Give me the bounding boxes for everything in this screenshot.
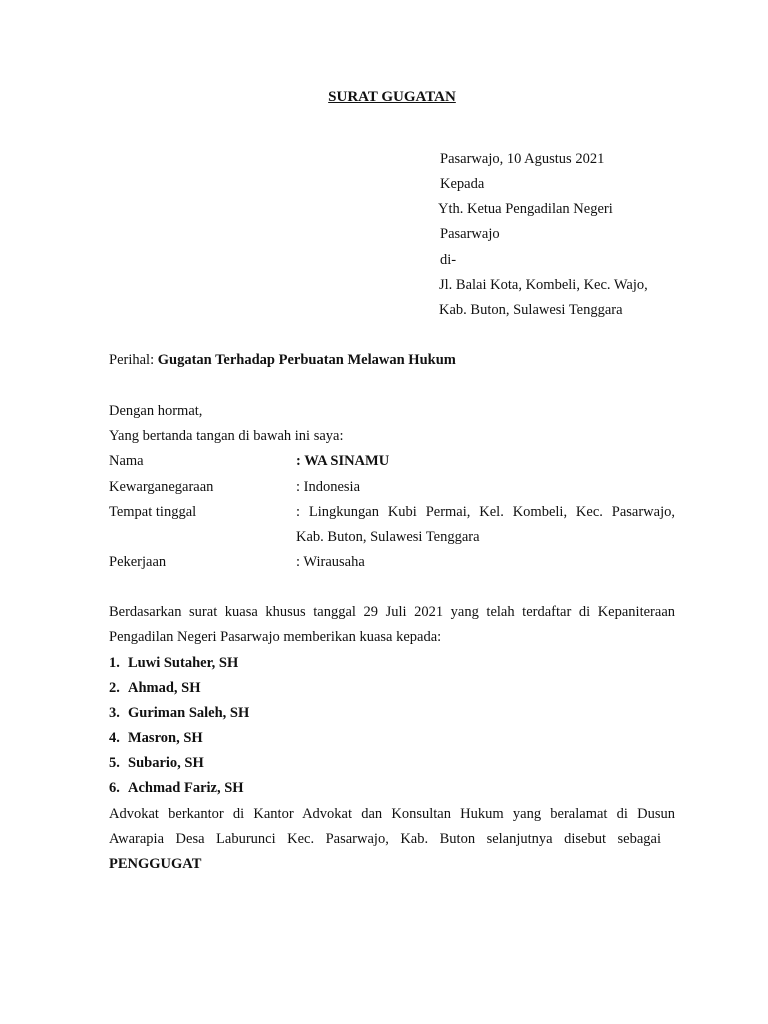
list-item xyxy=(109,679,201,697)
list-number: 6. xyxy=(109,780,120,796)
recipient-city: Pasarwajo xyxy=(440,226,500,242)
residence-label: Tempat tinggal xyxy=(109,504,197,520)
job-label: Pekerjaan xyxy=(109,554,167,570)
subject-label: Perihal: xyxy=(109,352,155,368)
recipient: Yth. Ketua Pengadilan Negeri xyxy=(438,201,613,217)
list-item xyxy=(109,704,249,722)
list-item xyxy=(109,779,244,797)
lawyer-name: Ahmad, SH xyxy=(128,680,201,696)
lawyer-name: Achmad Fariz, SH xyxy=(128,780,244,796)
job-value: : Wirausaha xyxy=(296,554,365,570)
citizenship-label: Kewarganegaraan xyxy=(109,479,214,495)
list-item xyxy=(109,654,238,672)
subject-line xyxy=(109,351,456,369)
lawyer-name: Subario, SH xyxy=(128,755,204,771)
lawyer-name: Luwi Sutaher, SH xyxy=(128,655,239,671)
mandate-line1: Berdasarkan surat kuasa khusus tanggal 29 Juli 2021 yang telah terdaftar di Kepaniteraan xyxy=(109,604,675,620)
intro-text: Yang bertanda tangan di bawah ini saya: xyxy=(109,428,344,444)
residence-value-line2: Kab. Buton, Sulawesi Tenggara xyxy=(296,529,480,545)
list-item xyxy=(109,754,204,772)
recipient-street: Jl. Balai Kota, Kombeli, Kec. Wajo, xyxy=(439,277,648,293)
name-value: : WA SINAMU xyxy=(296,453,390,469)
list-item xyxy=(109,729,203,747)
list-number: 1. xyxy=(109,655,120,671)
lawyer-name: Masron, SH xyxy=(128,730,203,746)
place-date: Pasarwajo, 10 Agustus 2021 xyxy=(440,151,605,167)
list-number: 2. xyxy=(109,680,120,696)
list-number: 3. xyxy=(109,705,120,721)
residence-value-line1: : Lingkungan Kubi Permai, Kel. Kombeli, Kec. Pasarwajo, xyxy=(296,504,675,520)
list-number: 4. xyxy=(109,730,120,746)
name-label: Nama xyxy=(109,453,144,469)
recipient-region: Kab. Buton, Sulawesi Tenggara xyxy=(439,302,623,318)
lawyer-name: Guriman Saleh, SH xyxy=(128,705,250,721)
office-line1: Advokat berkantor di Kantor Advokat dan Konsultan Hukum yang beralamat di Dusun xyxy=(109,806,675,822)
list-number: 5. xyxy=(109,755,120,771)
mandate-line2: Pengadilan Negeri Pasarwajo memberikan kuasa kepada: xyxy=(109,629,442,645)
greeting: Dengan hormat, xyxy=(109,403,203,419)
party-role: PENGGUGAT xyxy=(109,856,202,872)
recipient-di: di- xyxy=(440,252,457,268)
citizenship-value: : Indonesia xyxy=(296,479,361,495)
subject-text: Gugatan Terhadap Perbuatan Melawan Hukum xyxy=(157,352,456,368)
office-line2: Awarapia Desa Laburunci Kec. Pasarwajo, Kab. Buton selanjutnya disebut sebagai xyxy=(109,831,661,847)
document-title: SURAT GUGATAN xyxy=(328,89,456,105)
addressee-intro: Kepada xyxy=(440,176,485,192)
